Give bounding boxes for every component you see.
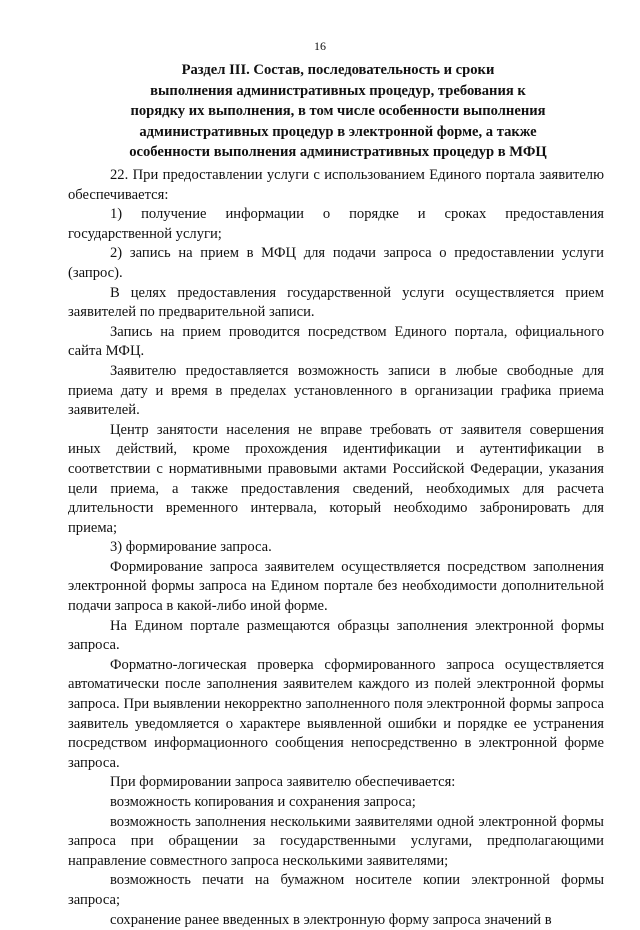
paragraph: Запись на прием проводится посредством Единого портала, официального сайта МФЦ. xyxy=(68,323,604,360)
paragraph: 22. При предоставлении услуги с использованием Единого портала заявителю обеспечивается: xyxy=(68,167,604,203)
paragraph: В целях предоставления государственной услуги осуществляется прием заявителей по предварительной записи. xyxy=(68,284,604,321)
section-title-line: порядку их выполнения, в том числе особенности выполнения xyxy=(130,103,546,119)
section-title-line: административных процедур в электронной форме, а также xyxy=(139,123,537,140)
paragraph: сохранение ранее введенных в электронную форму запроса значений в xyxy=(110,911,552,928)
list-item: 1) получение информации о порядке и сроках предоставления государственной услуги; xyxy=(68,206,604,242)
section-title-line: Раздел III. Состав, последовательность и сроки xyxy=(181,62,495,78)
paragraph: При формировании запроса заявителю обеспечивается: xyxy=(110,774,456,791)
section-title-line: выполнения административных процедур, требования к xyxy=(150,82,526,99)
list-item: 3) формирование запроса. xyxy=(110,539,272,556)
list-item: 2) запись на прием в МФЦ для подачи запроса о предоставлении услуги (запрос). xyxy=(68,245,604,281)
paragraph: возможность заполнения несколькими заявителями одной электронной формы запроса при обращении за государственными услугами, предполагающими направление совместного запроса несколькими заявителями; xyxy=(68,813,604,869)
paragraph: Форматно-логическая проверка сформированного запроса осуществляется автоматически после заполнения заявителем каждого из полей электронной формы запроса. При выявлении некорректно заполненного поля электронной формы запроса заявитель уведомляется о характере выявленной ошибки и порядке ее устранения посредством информационного сообщения непосредственно в электронной форме запроса. xyxy=(68,656,604,771)
paragraph: Центр занятости населения не вправе требовать от заявителя совершения иных действий, кроме прохождения идентификации и аутентификации в соответствии с нормативными правовыми актами Российской Федерации, указания цели приема, а также предоставления сведений, необходимых для расчета длительности временного интервала, который необходимо забронировать для приема; xyxy=(68,421,604,536)
paragraph: возможность печати на бумажном носителе копии электронной формы запроса; xyxy=(68,872,604,908)
page-number: 16 xyxy=(314,39,326,53)
document-body xyxy=(68,166,604,930)
paragraph: возможность копирования и сохранения запроса; xyxy=(110,794,416,810)
paragraph: Формирование запроса заявителем осуществляется посредством заполнения электронной формы запроса на Едином портале без необходимости дополнительной подачи запроса в какой-либо иной форме. xyxy=(68,558,604,615)
section-title-line: особенности выполнения административных процедур в МФЦ xyxy=(129,144,547,160)
paragraph: Заявителю предоставляется возможность записи в любые свободные для приема дату и время в пределах установленного в организации графика приема заявителей. xyxy=(68,362,604,419)
section-title xyxy=(68,60,608,163)
paragraph: На Едином портале размещаются образцы заполнения электронной формы запроса. xyxy=(68,617,604,654)
